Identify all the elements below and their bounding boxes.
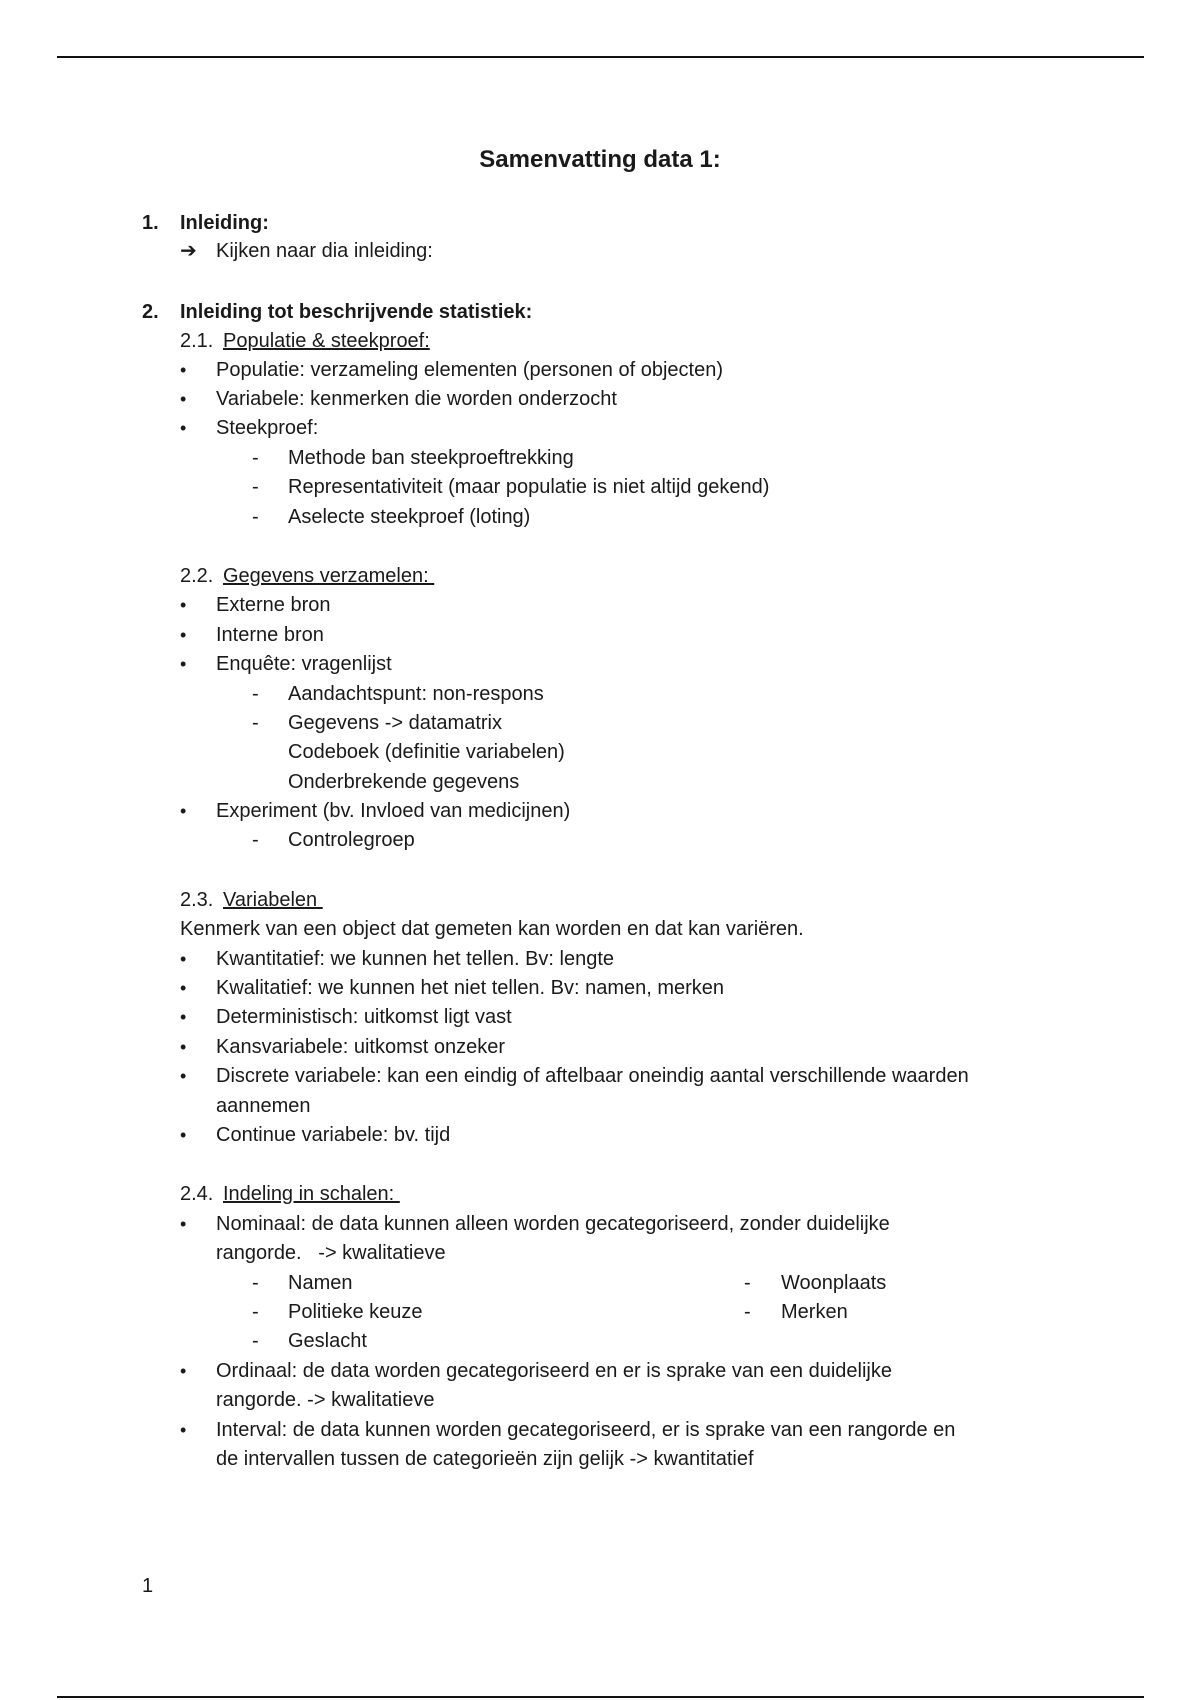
list-item: Interne bron bbox=[216, 624, 324, 646]
sub-list-item: Politieke keuze bbox=[288, 1301, 423, 1323]
sub-list-item: Methode ban steekproeftrekking bbox=[288, 447, 574, 469]
bullet-icon: • bbox=[180, 1007, 187, 1027]
sub-list-item: Geslacht bbox=[288, 1330, 367, 1352]
sub-list-item: Merken bbox=[781, 1301, 848, 1323]
bullet-icon: • bbox=[180, 1125, 187, 1145]
sub-list-item: Aselecte steekproef (loting) bbox=[288, 506, 531, 528]
subsection-2-2-heading: Gegevens verzamelen: bbox=[223, 565, 435, 587]
bullet-icon: • bbox=[180, 801, 187, 821]
sub-list-item-continuation: Onderbrekende gegevens bbox=[288, 771, 520, 793]
list-item: Variabele: kenmerken die worden onderzocht bbox=[216, 388, 617, 410]
subsection-2-2-number: 2.2. bbox=[180, 565, 214, 587]
list-item: Nominaal: de data kunnen alleen worden gecategoriseerd, zonder duidelijke bbox=[216, 1213, 890, 1235]
dash-icon: - bbox=[744, 1272, 751, 1294]
sub-list-item: Controlegroep bbox=[288, 829, 415, 851]
subsection-2-1-heading: Populatie & steekproef: bbox=[223, 330, 430, 352]
sub-list-item-continuation: Codeboek (definitie variabelen) bbox=[288, 741, 565, 763]
list-item: Deterministisch: uitkomst ligt vast bbox=[216, 1006, 512, 1028]
page-title: Samenvatting data 1: bbox=[479, 146, 721, 173]
list-item-continuation: rangorde. -> kwalitatieve bbox=[216, 1389, 435, 1411]
header-rule bbox=[57, 56, 1144, 58]
list-item: Kansvariabele: uitkomst onzeker bbox=[216, 1036, 506, 1058]
bullet-icon: • bbox=[180, 389, 187, 409]
sub-list-item: Aandachtspunt: non-respons bbox=[288, 683, 544, 705]
section-1-arrow-item: Kijken naar dia inleiding: bbox=[216, 240, 433, 262]
list-item-continuation: de intervallen tussen de categorieën zijn gelijk -> kwantitatief bbox=[216, 1448, 754, 1470]
bullet-icon: • bbox=[180, 1420, 187, 1440]
bullet-icon: • bbox=[180, 949, 187, 969]
dash-icon: - bbox=[252, 506, 259, 528]
subsection-2-3-number: 2.3. bbox=[180, 889, 214, 911]
list-item: Populatie: verzameling elementen (personen of objecten) bbox=[216, 359, 723, 381]
sub-list-item: Gegevens -> datamatrix bbox=[288, 712, 502, 734]
list-item-continuation: aannemen bbox=[216, 1095, 311, 1117]
section-1-number: 1. bbox=[142, 212, 159, 234]
section-1-heading: Inleiding: bbox=[180, 212, 269, 234]
dash-icon: - bbox=[744, 1301, 751, 1323]
bullet-icon: • bbox=[180, 595, 187, 615]
list-item: Continue variabele: bv. tijd bbox=[216, 1124, 451, 1146]
dash-icon: - bbox=[252, 476, 259, 498]
dash-icon: - bbox=[252, 1330, 259, 1352]
bullet-icon: • bbox=[180, 1361, 187, 1381]
bullet-icon: • bbox=[180, 1037, 187, 1057]
page-number: 1 bbox=[142, 1575, 154, 1597]
list-item: Interval: de data kunnen worden gecategoriseerd, er is sprake van een rangorde en bbox=[216, 1419, 956, 1441]
subsection-2-3-heading: Variabelen bbox=[223, 889, 323, 911]
bullet-icon: • bbox=[180, 418, 187, 438]
section-2-heading: Inleiding tot beschrijvende statistiek: bbox=[180, 301, 533, 323]
subsection-2-4-number: 2.4. bbox=[180, 1183, 214, 1205]
list-item-continuation: rangorde. -> kwalitatieve bbox=[216, 1242, 446, 1264]
dash-icon: - bbox=[252, 829, 259, 851]
sub-list-item: Woonplaats bbox=[781, 1272, 887, 1294]
bullet-icon: • bbox=[180, 360, 187, 380]
dash-icon: - bbox=[252, 1301, 259, 1323]
footer-rule bbox=[57, 1696, 1144, 1698]
list-item: Kwantitatief: we kunnen het tellen. Bv: lengte bbox=[216, 948, 615, 970]
arrow-icon: ➔ bbox=[180, 240, 197, 262]
sub-list-item: Namen bbox=[288, 1272, 353, 1294]
bullet-icon: • bbox=[180, 1066, 187, 1086]
dash-icon: - bbox=[252, 1272, 259, 1294]
sub-list-item: Representativiteit (maar populatie is niet altijd gekend) bbox=[288, 476, 770, 498]
list-item: Enquête: vragenlijst bbox=[216, 653, 392, 675]
list-item: Ordinaal: de data worden gecategoriseerd en er is sprake van een duidelijke bbox=[216, 1360, 892, 1382]
dash-icon: - bbox=[252, 712, 259, 734]
subsection-2-3-intro: Kenmerk van een object dat gemeten kan worden en dat kan variëren. bbox=[180, 918, 804, 940]
list-item: Steekproef: bbox=[216, 417, 319, 439]
dash-icon: - bbox=[252, 447, 259, 469]
list-item: Kwalitatief: we kunnen het niet tellen. Bv: namen, merken bbox=[216, 977, 725, 999]
dash-icon: - bbox=[252, 683, 259, 705]
list-item: Externe bron bbox=[216, 594, 331, 616]
bullet-icon: • bbox=[180, 1214, 187, 1234]
bullet-icon: • bbox=[180, 978, 187, 998]
subsection-2-1-number: 2.1. bbox=[180, 330, 214, 352]
list-item: Discrete variabele: kan een eindig of aftelbaar oneindig aantal verschillende waarden bbox=[216, 1065, 969, 1087]
subsection-2-4-heading: Indeling in schalen: bbox=[223, 1183, 400, 1205]
bullet-icon: • bbox=[180, 625, 187, 645]
section-2-number: 2. bbox=[142, 301, 159, 323]
bullet-icon: • bbox=[180, 654, 187, 674]
list-item: Experiment (bv. Invloed van medicijnen) bbox=[216, 800, 571, 822]
